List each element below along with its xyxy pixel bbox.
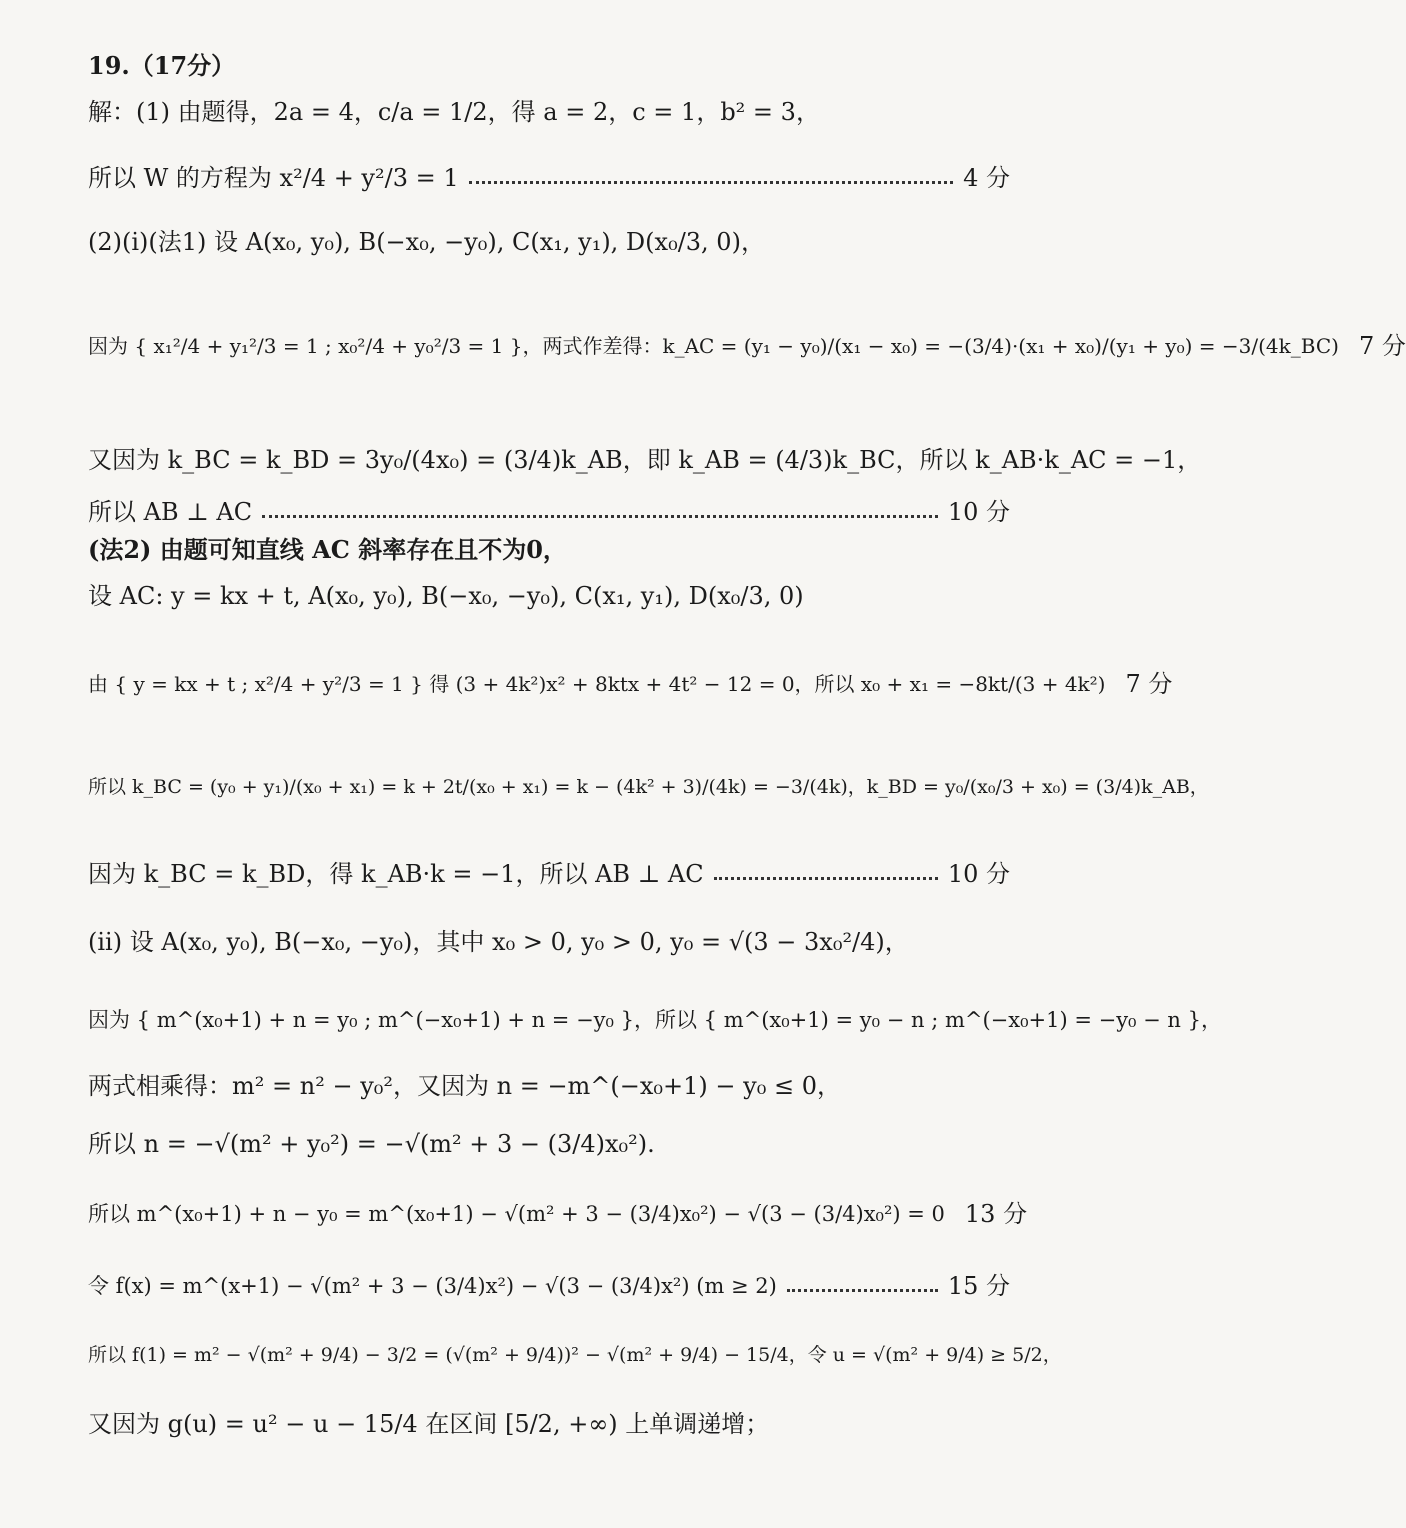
question-header: 19.（17分） (88, 51, 236, 80)
solution-line-14: 两式相乘得：m² = n² − y₀²，又因为 n = −m^(−x₀+1) − y₀ ≤ 0， (88, 1072, 841, 1100)
leader-dots (714, 877, 938, 880)
solution-line-9: 由 { y = kx + t ; x²/4 + y²/3 = 1 } 得 (3 + 4k²)x² + 8ktx + 4t² − 12 = 0，所以 x₀ + x₁ = −8kt/(3 + 4k²) 7 分 (88, 670, 1173, 698)
solution-line-5: 又因为 k_BC = k_BD = 3y₀/(4x₀) = (3/4)k_AB，即 k_AB = (4/3)k_BC，所以 k_AB·k_AC = −1， (88, 446, 1202, 474)
solution-line-12: (ii) 设 A(x₀, y₀), B(−x₀, −y₀)，其中 x₀ > 0, y₀ > 0, y₀ = √(3 − 3x₀²/4)， (88, 928, 909, 956)
leader-dots (262, 515, 938, 518)
solution-line-19: 又因为 g(u) = u² − u − 15/4 在区间 [5/2, +∞) 上单调递增； (88, 1410, 770, 1438)
solution-line-2: 所以 W 的方程为 x²/4 + y²/3 = 1 4 分 (88, 164, 1010, 192)
score-mark: 7 分 (1125, 670, 1173, 698)
solution-line-7: (法2) 由题可知直线 AC 斜率存在且不为0， (88, 535, 567, 564)
solution-line-1: 解：(1) 由题得，2a = 4，c/a = 1/2，得 a = 2，c = 1，b² = 3， (88, 98, 820, 126)
solution-line-15: 所以 n = −√(m² + y₀²) = −√(m² + 3 − (3/4)x₀²). (88, 1130, 655, 1158)
solution-line-6: 所以 AB ⊥ AC 10 分 (88, 498, 1010, 526)
leader-dots (787, 1289, 938, 1292)
score-mark: 10 分 (947, 860, 1010, 888)
leader-dots (469, 181, 953, 184)
solution-line-3: (2)(i)(法1) 设 A(x₀, y₀), B(−x₀, −y₀), C(x₁, y₁), D(x₀/3, 0)， (88, 228, 765, 256)
score-mark: 15 分 (947, 1272, 1010, 1300)
solution-line-16: 所以 m^(x₀+1) + n − y₀ = m^(x₀+1) − √(m² + 3 − (3/4)x₀²) − √(3 − (3/4)x₀²) = 0 13 分 (88, 1200, 1028, 1228)
score-mark: 7 分 (1358, 332, 1406, 360)
score-mark: 4 分 (963, 164, 1010, 192)
score-mark: 13 分 (964, 1200, 1028, 1228)
solution-line-4: 因为 { x₁²/4 + y₁²/3 = 1 ; x₀²/4 + y₀²/3 = 1 }，两式作差得：k_AC = (y₁ − y₀)/(x₁ − x₀) = −(3/4)·(x₁ + x₀)/(y₁ + y₀) = −3/(4k_BC) 7 分 (88, 332, 1406, 360)
solution-line-8: 设 AC: y = kx + t, A(x₀, y₀), B(−x₀, −y₀), C(x₁, y₁), D(x₀/3, 0) (88, 582, 804, 610)
score-mark: 10 分 (947, 498, 1010, 526)
solution-line-18: 所以 f(1) = m² − √(m² + 9/4) − 3/2 = (√(m² + 9/4))² − √(m² + 9/4) − 15/4，令 u = √(m² + 9/4) ≥ 5/2， (88, 1344, 1062, 1366)
solution-line-13: 因为 { m^(x₀+1) + n = y₀ ; m^(−x₀+1) + n = −y₀ }，所以 { m^(x₀+1) = y₀ − n ; m^(−x₀+1) = −y₀ − n }， (88, 1008, 1222, 1032)
solution-line-10: 所以 k_BC = (y₀ + y₁)/(x₀ + x₁) = k + 2t/(x₀ + x₁) = k − (4k² + 3)/(4k) = −3/(4k)，k_BD = y₀/(x₀/3 + x₀) = (3/4)k_AB， (88, 776, 1209, 798)
solution-line-17: 令 f(x) = m^(x+1) − √(m² + 3 − (3/4)x²) − √(3 − (3/4)x²) (m ≥ 2) 15 分 (88, 1272, 1010, 1300)
solution-line-11: 因为 k_BC = k_BD，得 k_AB·k = −1，所以 AB ⊥ AC 10 分 (88, 860, 1010, 888)
